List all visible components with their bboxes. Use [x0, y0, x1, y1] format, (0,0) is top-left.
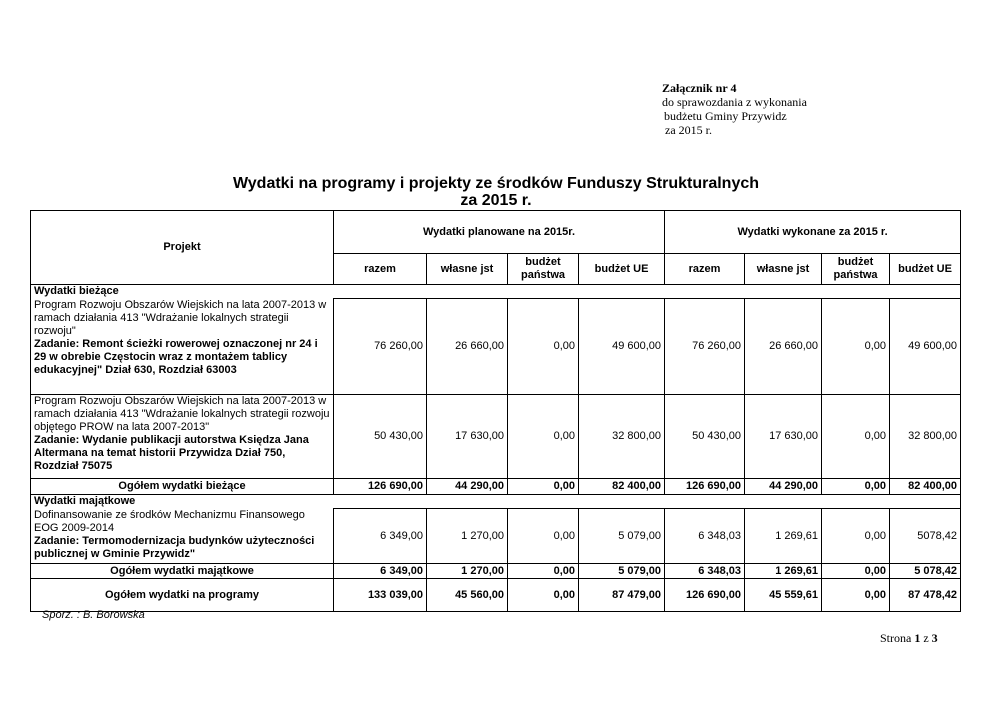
- total-row-grand: [31, 579, 961, 612]
- total-planned-razem: 126 690,00: [334, 479, 427, 495]
- executed-budzet-ue: 32 800,00: [890, 395, 961, 479]
- planned-budzet-ue: 32 800,00: [579, 395, 665, 479]
- grand-executed-razem: 126 690,00: [665, 579, 745, 612]
- total-planned-wlasne: 1 270,00: [427, 564, 508, 579]
- header-planned: Wydatki planowane na 2015r.: [334, 211, 665, 254]
- header-budzet-ue: budżet UE: [890, 254, 961, 285]
- page-number: [880, 631, 938, 646]
- header-project: Projekt: [31, 211, 334, 285]
- executed-razem: 6 348,03: [665, 509, 745, 564]
- total-planned-budzet-panstwa: 0,00: [508, 479, 579, 495]
- header-budzet-ue: budżet UE: [579, 254, 665, 285]
- total-executed-budzet-ue: 82 400,00: [890, 479, 961, 495]
- project-task: Zadanie: Termomodernizacja budynków użyteczności publicznej w Gminie Przywidz": [34, 534, 315, 560]
- attachment-line-3: budżetu Gminy Przywidz: [664, 109, 787, 123]
- section-current: [31, 285, 961, 299]
- section-capital: [31, 495, 961, 509]
- page-total: 3: [931, 631, 938, 645]
- page-separator: z: [923, 631, 929, 645]
- executed-budzet-panstwa: 0,00: [822, 395, 890, 479]
- total-current-label: Ogółem wydatki bieżące: [31, 479, 334, 495]
- header-wlasne: własne jst: [427, 254, 508, 285]
- total-executed-razem: 126 690,00: [665, 479, 745, 495]
- planned-wlasne: 1 270,00: [427, 509, 508, 564]
- grand-executed-budzet-ue: 87 478,42: [890, 579, 961, 612]
- executed-wlasne: 1 269,61: [745, 509, 822, 564]
- table-row: [31, 509, 961, 564]
- grand-planned-wlasne: 45 560,00: [427, 579, 508, 612]
- page-prefix: Strona: [880, 631, 912, 645]
- total-planned-budzet-ue: 5 079,00: [579, 564, 665, 579]
- project-task: Zadanie: Wydanie publikacji autorstwa Księdza Jana Altermana na temat historii Przywidza Dział 750, Rozdział 75075: [34, 434, 309, 472]
- grand-planned-budzet-panstwa: 0,00: [508, 579, 579, 612]
- planned-razem: 50 430,00: [334, 395, 427, 479]
- grand-executed-budzet-panstwa: 0,00: [822, 579, 890, 612]
- header-executed: Wydatki wykonane za 2015 r.: [665, 211, 961, 254]
- grand-planned-budzet-ue: 87 479,00: [579, 579, 665, 612]
- prepared-by: Sporz. : B. Borowska: [42, 609, 145, 621]
- document-subtitle: za 2015 r.: [460, 192, 532, 209]
- grand-planned-razem: 133 039,00: [334, 579, 427, 612]
- header-razem: razem: [665, 254, 745, 285]
- attachment-line-2: do sprawozdania z wykonania: [662, 95, 807, 109]
- total-executed-wlasne: 44 290,00: [745, 479, 822, 495]
- total-row-capital: [31, 564, 961, 579]
- project-description: [31, 395, 334, 479]
- project-program: Dofinansowanie ze środków Mechanizmu Finansowego EOG 2009-2014: [34, 508, 305, 534]
- total-capital-label: Ogółem wydatki majątkowe: [31, 564, 334, 579]
- grand-executed-wlasne: 45 559,61: [745, 579, 822, 612]
- planned-razem: 76 260,00: [334, 299, 427, 395]
- executed-wlasne: 26 660,00: [745, 299, 822, 395]
- planned-wlasne: 17 630,00: [427, 395, 508, 479]
- header-budzet-panstwa: budżet państwa: [508, 254, 579, 285]
- expenditure-table: [30, 210, 961, 612]
- project-description: [31, 299, 334, 395]
- planned-budzet-panstwa: 0,00: [508, 299, 579, 395]
- header-wlasne: własne jst: [745, 254, 822, 285]
- page-current: 1: [914, 631, 921, 645]
- executed-wlasne: 17 630,00: [745, 395, 822, 479]
- executed-budzet-ue: 5078,42: [890, 509, 961, 564]
- executed-budzet-panstwa: 0,00: [822, 509, 890, 564]
- project-program: Program Rozwoju Obszarów Wiejskich na lata 2007-2013 w ramach działania 413 "Wdrażanie lokalnych strategii rozwoju": [34, 298, 327, 337]
- total-executed-budzet-ue: 5 078,42: [890, 564, 961, 579]
- total-executed-razem: 6 348,03: [665, 564, 745, 579]
- header-budzet-panstwa: budżet państwa: [822, 254, 890, 285]
- executed-razem: 50 430,00: [665, 395, 745, 479]
- total-planned-wlasne: 44 290,00: [427, 479, 508, 495]
- planned-budzet-ue: 5 079,00: [579, 509, 665, 564]
- section-capital-label: Wydatki majątkowe: [31, 495, 961, 509]
- total-executed-budzet-panstwa: 0,00: [822, 564, 890, 579]
- document-title: Wydatki na programy i projekty ze środków Funduszy Strukturalnych: [232, 175, 760, 192]
- planned-budzet-panstwa: 0,00: [508, 395, 579, 479]
- header-razem: razem: [334, 254, 427, 285]
- planned-razem: 6 349,00: [334, 509, 427, 564]
- section-current-label: Wydatki bieżące: [31, 285, 961, 299]
- total-executed-budzet-panstwa: 0,00: [822, 479, 890, 495]
- executed-budzet-ue: 49 600,00: [890, 299, 961, 395]
- grand-total-label: Ogółem wydatki na programy: [31, 579, 334, 612]
- executed-razem: 76 260,00: [665, 299, 745, 395]
- total-planned-budzet-panstwa: 0,00: [508, 564, 579, 579]
- total-planned-razem: 6 349,00: [334, 564, 427, 579]
- total-planned-budzet-ue: 82 400,00: [579, 479, 665, 495]
- table-row: [31, 395, 961, 479]
- total-row-current: [31, 479, 961, 495]
- planned-wlasne: 26 660,00: [427, 299, 508, 395]
- attachment-number: Załącznik nr 4: [662, 81, 737, 95]
- project-description: [31, 509, 334, 564]
- attachment-note: [662, 81, 807, 137]
- planned-budzet-ue: 49 600,00: [579, 299, 665, 395]
- table-row: [31, 299, 961, 395]
- project-task: Zadanie: Remont ścieżki rowerowej oznaczonej nr 24 i 29 w obrebie Częstocin wraz z montażem tablicy edukacyjnej" Dział 630, Rozdział 63003: [34, 337, 318, 376]
- project-program: Program Rozwoju Obszarów Wiejskich na lata 2007-2013 w ramach działania 413 "Wdrażanie lokalnych strategii rozwoju objętego PROW na lata 2007-2013": [34, 395, 330, 433]
- planned-budzet-panstwa: 0,00: [508, 509, 579, 564]
- header-row-1: [31, 211, 961, 254]
- attachment-line-4: za 2015 r.: [665, 123, 712, 137]
- total-executed-wlasne: 1 269,61: [745, 564, 822, 579]
- executed-budzet-panstwa: 0,00: [822, 299, 890, 395]
